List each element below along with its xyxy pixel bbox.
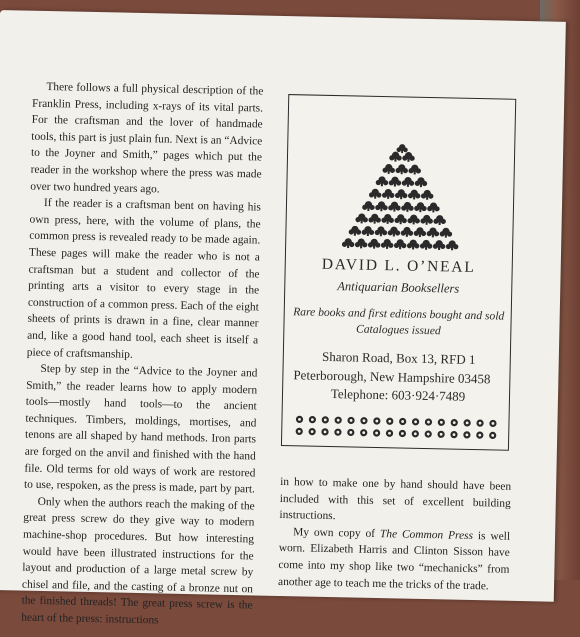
- border-fleuron: [425, 430, 432, 437]
- fleuron: [362, 226, 375, 236]
- fleuron: [420, 215, 433, 225]
- border-fleuron: [347, 417, 354, 424]
- ad-business-name: DAVID L. O’NEAL: [321, 255, 476, 277]
- fleuron: [408, 164, 421, 174]
- fleuron: [369, 189, 382, 199]
- fleuron: [433, 240, 446, 250]
- border-fleuron: [476, 431, 483, 438]
- fleuron: [396, 144, 407, 153]
- fleuron-pyramid-icon: [286, 95, 517, 260]
- border-fleuron: [321, 428, 328, 435]
- border-fleuron: [489, 420, 496, 427]
- fleuron: [427, 202, 440, 212]
- border-fleuron: [309, 416, 316, 423]
- paragraph-3: Step by step in the “Advice to the Joyner and Smith,” the reader learns how to apply modern tools—mostly hand tools—to the ancient techniques. Timbers, moldings, mortises, and tenons are all shaped by hand methods. Iron parts are forged on the anvil and finished with the hand file. Old terms for old ways of work are restored to use, respoken, as the press is made, part by part.: [23, 363, 258, 496]
- fleuron: [381, 239, 394, 249]
- fleuron: [414, 202, 427, 212]
- ad-tagline: [292, 304, 505, 340]
- border-fleuron: [463, 431, 470, 438]
- fleuron: [402, 177, 415, 187]
- border-fleuron: [373, 429, 380, 436]
- ad-tagline-line-1: Rare books and first editions bought and sold: [293, 305, 505, 323]
- paragraph-2: If the reader is a craftsman bent on having his own press, here, with the volume of plans, the common press is revealed ready to be made again. These pages will make the reader who is not a craftsman but a student and collector of the printing arts a visitor to every stage in the construction of a common press. Each of the eight sheets of prints is drawn in a fine, clear manner and, like a good hand tool, each sheet is itself a piece of craftsmanship.: [26, 197, 262, 361]
- fleuron: [407, 214, 420, 224]
- fleuron: [395, 164, 408, 174]
- paragraph-6-end: is well worn. Elizabeth Harris and Clinton Sisson have come into my shop like two “mechanicks” from another age to teach me the tricks of the trade.: [277, 529, 511, 592]
- fleuron: [388, 202, 401, 212]
- border-fleuron: [412, 418, 419, 425]
- paragraph-1: There follows a full physical description of the Franklin Press, including x-rays of its vital parts. For the craftsman and the lover of handmade tools, this part is just plain fun. Next is an “Advice to the Joyner and Smith,” pages which put the reader in the workshop where the press was made over two hundred years ago.: [30, 80, 264, 195]
- border-fleuron: [438, 419, 445, 426]
- fleuron: [368, 214, 381, 224]
- border-fleuron: [334, 428, 341, 435]
- ad-address-line-2: Peterborough, New Hampshire 03458: [293, 366, 491, 386]
- fleuron: [342, 238, 355, 248]
- fleuron: [414, 227, 427, 237]
- fleuron: [389, 152, 402, 162]
- ad-phone: Telephone: 603·924·7489: [330, 386, 466, 404]
- border-fleuron: [335, 416, 342, 423]
- left-column: [21, 79, 263, 631]
- fleuron: [349, 226, 362, 236]
- border-fleuron: [489, 432, 496, 439]
- fleuron: [375, 226, 388, 236]
- border-fleuron: [450, 431, 457, 438]
- border-fleuron: [296, 428, 303, 435]
- fleuron: [382, 189, 395, 199]
- ad-address: [293, 347, 504, 407]
- fleuron: [433, 215, 446, 225]
- fleuron: [420, 240, 433, 250]
- border-fleuron: [425, 418, 432, 425]
- border-fleuron: [399, 418, 406, 425]
- fleuron: [381, 214, 394, 224]
- fleuron: [375, 201, 388, 211]
- border-fleuron: [308, 428, 315, 435]
- border-fleuron: [386, 418, 393, 425]
- book-title: The Common Press: [379, 527, 474, 542]
- border-fleuron: [360, 429, 367, 436]
- ad-tagline-line-2: Catalogues issued: [355, 322, 441, 338]
- border-fleuron: [476, 419, 483, 426]
- bookseller-advertisement: [281, 94, 516, 451]
- fleuron: [415, 177, 428, 187]
- fleuron: [408, 189, 421, 199]
- fleuron: [355, 213, 368, 223]
- fleuron: [368, 239, 381, 249]
- fleuron: [421, 190, 434, 200]
- border-fleuron: [399, 430, 406, 437]
- fleuron: [388, 227, 401, 237]
- fleuron: [407, 239, 420, 249]
- fleuron: [401, 202, 414, 212]
- fleuron: [355, 238, 368, 248]
- paragraph-6: [278, 524, 510, 595]
- fleuron: [389, 177, 402, 187]
- ad-address-line-1: Sharon Road, Box 13, RFD 1: [321, 348, 476, 368]
- fleuron: [446, 240, 459, 250]
- ad-subtitle: Antiquarian Booksellers: [337, 279, 460, 296]
- border-fleuron: [373, 417, 380, 424]
- fleuron: [395, 189, 408, 199]
- fleuron: [394, 239, 407, 249]
- paragraph-4: Only when the authors reach the making of the great press screw do they give way to modern machine-shop procedures. But how interesting would have been illustrated instructions for the layout and production of a large metal screw by chisel and file, and the casting of a bronze nut on the finished threads! The great press screw is the heart of the press: instructions: [21, 495, 255, 627]
- fleuron: [402, 152, 415, 162]
- border-fleuron: [347, 429, 354, 436]
- fleuron: [401, 227, 414, 237]
- right-column: [278, 474, 511, 595]
- border-fleuron: [463, 419, 470, 426]
- border-fleuron: [322, 416, 329, 423]
- fleuron: [394, 214, 407, 224]
- paragraph-6-start: My own copy of: [293, 526, 381, 540]
- fleuron: [427, 227, 440, 237]
- fleuron: [440, 228, 453, 238]
- border-fleuron: [386, 430, 393, 437]
- border-fleuron: [412, 430, 419, 437]
- border-fleuron: [437, 431, 444, 438]
- paragraph-5: in how to make one by hand should have been included with this set of excellent building instructions.: [279, 475, 512, 523]
- fleuron: [382, 164, 395, 174]
- fleuron-row-icon: [292, 411, 501, 443]
- book-page: [0, 10, 566, 627]
- border-fleuron: [296, 416, 303, 423]
- border-fleuron: [360, 417, 367, 424]
- fleuron: [376, 176, 389, 186]
- fleuron: [362, 201, 375, 211]
- border-fleuron: [451, 419, 458, 426]
